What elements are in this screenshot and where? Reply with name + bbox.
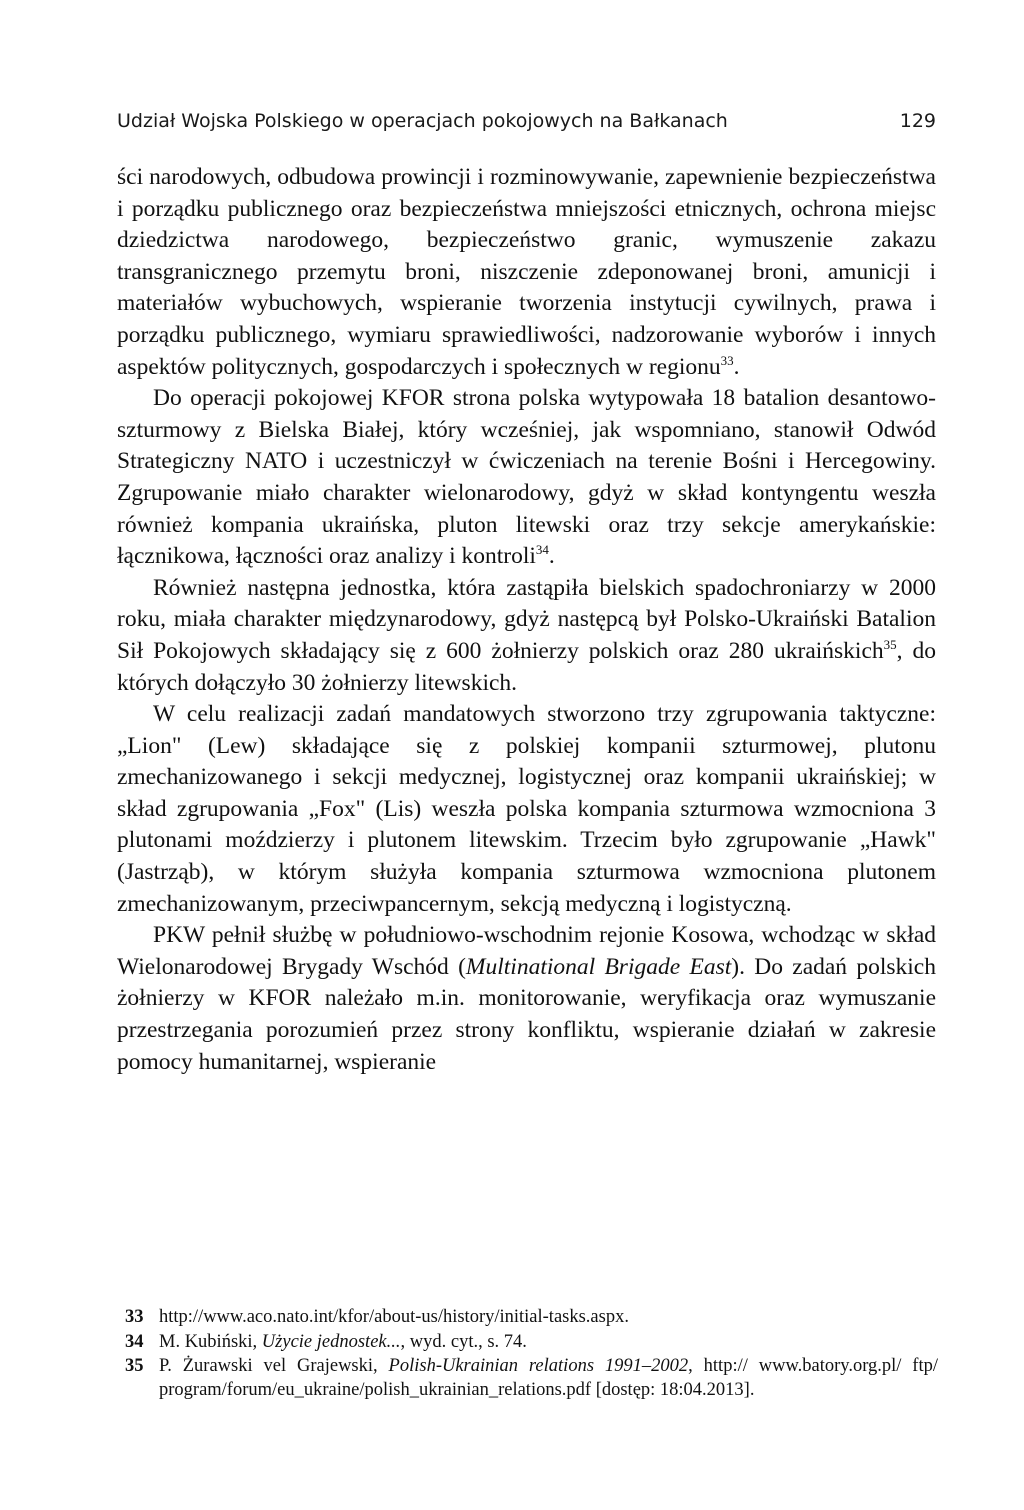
paragraph-3 [117, 573, 936, 699]
paragraph-1 [117, 162, 936, 383]
paragraph-5-start: PKW pełnił służbę w południowo-wschodnim rejonie Kosowa, wchodząc w skład Wielonarodowej Brygady Wschód ( [117, 922, 936, 980]
paragraph-5 [117, 920, 936, 1078]
page-header [117, 110, 936, 142]
paragraph-4: W celu realizacji zadań mandatowych stworzono trzy zgrupowania taktyczne: „Lion" (Lew) składające się z polskiej kompanii szturmowej, plutonu zmechanizowanego i sekcji medycznej, logistycznej oraz kompanii ukraińskiej; w skład zgrupowania „Fox" (Lis) weszła polska kompania szturmowa wzmocniona 3 plutonami moździerzy i plutonem litewskim. Trzecim było zgrupowanie „Hawk" (Jastrząb), w którym służyła kompania szturmowa wzmocniona plutonem zmechanizowanym, przeciwpancernym, sekcją medyczną i logistyczną. [117, 701, 936, 917]
footnote-number: 34 [125, 1331, 144, 1352]
footnotes [125, 1306, 938, 1403]
running-title: Udział Wojska Polskiego w operacjach pokojowych na Bałkanach [117, 110, 728, 132]
footnote-number: 33 [125, 1307, 144, 1327]
footnote-ref-33[interactable]: 33 [720, 352, 734, 368]
paragraph-3-end: , do których dołączyło 30 żołnierzy litewskich. [117, 637, 936, 696]
footnote-text-end[interactable]: , http:// www.batory.org.pl/ ftp/ program/forum/eu_ukraine/polish_ukrainian_relations.pdf [dostęp: 18:04.2013]. [159, 1356, 938, 1400]
footnote-text: M. Kubiński, [159, 1331, 262, 1352]
footnote-34 [125, 1331, 938, 1355]
paragraph-2 [117, 383, 936, 573]
footnote-ref-35[interactable]: 35 [883, 637, 897, 653]
footnote-ref-34[interactable]: 34 [535, 542, 549, 558]
footnote-italic: Użycie jednostek... [261, 1331, 401, 1352]
paragraph-2-text: Do operacji pokojowej KFOR strona polska wytypowała 18 batalion desantowo-szturmowy z Bielska Białej, który wcześniej, jak wspomniano, stanowił Odwód Strategiczny NATO i uczestniczył w ćwiczeniach na terenie Bośni i Hercegowiny. Zgrupowanie miało charakter wielonarodowy, gdyż w skład kontyngentu weszła również kompania ukraińska, pluton litewski oraz trzy sekcje amerykańskie: łącznikowa, łączności oraz analizy i kontroli [117, 385, 936, 570]
footnote-text: P. Żurawski vel Grajewski, [159, 1356, 389, 1376]
paragraph-2-end: . [548, 543, 555, 570]
paragraph-5-italic: Multinational Brigade East [465, 953, 732, 980]
paragraph-5-end: ). Do zadań polskich żołnierzy w KFOR należało m.in. monitorowanie, weryfikacja oraz wymuszanie przestrzegania porozumień przez strony konfliktu, wspieranie działań w zakresie pomocy humanitarnej, wspieranie [117, 953, 936, 1075]
paragraph-3-text: Również następna jednostka, która zastąpiła bielskich spadochroniarzy w 2000 roku, miała charakter międzynarodowy, gdyż następcą był Polsko-Ukraiński Batalion Sił Pokojowych składający się z 600 żołnierzy polskich oraz 280 ukraińskich [117, 574, 936, 664]
page-number: 129 [899, 110, 936, 132]
footnote-number: 35 [125, 1356, 144, 1376]
footnote-italic: Polish-Ukrainian relations 1991–2002 [388, 1356, 689, 1376]
footnote-link[interactable]: http://www.aco.nato.int/kfor/about-us/history/initial-tasks.aspx. [159, 1307, 629, 1327]
paragraph-1-end: . [733, 353, 740, 380]
footnote-text-end: , wyd. cyt., s. 74. [400, 1331, 527, 1352]
footnote-33 [125, 1306, 938, 1330]
body-text [117, 162, 936, 1078]
paragraph-1-text: ści narodowych, odbudowa prowincji i rozminowywanie, zapewnienie bezpieczeństwa i porządku publicznego oraz bezpieczeństwa mniejszości etnicznych, ochrona miejsc dziedzictwa narodowego, bezpieczeństwo granic, wymuszenie zakazu transgranicznego przemytu broni, niszczenie zdeponowanej broni, amunicji i materiałów wybuchowych, wspieranie tworzenia instytucji cywilnych, prawa i porządku publicznego, wymiaru sprawiedliwości, nadzorowanie wyborów i innych aspektów politycznych, gospodarczych i społecznych w regionu [117, 164, 936, 380]
footnote-35 [125, 1355, 938, 1402]
